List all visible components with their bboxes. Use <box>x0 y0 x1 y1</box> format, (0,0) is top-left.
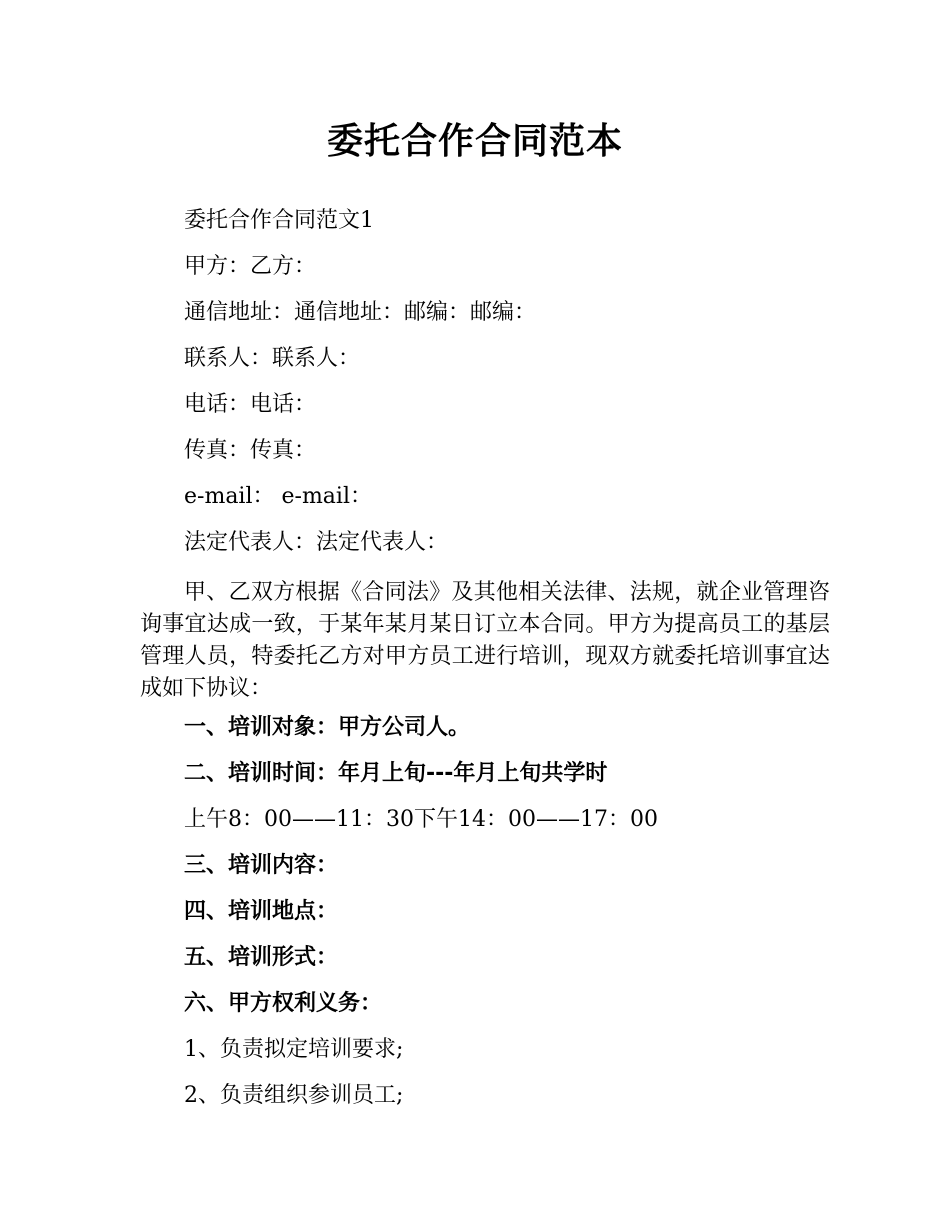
section-heading-4: 四、培训地点： <box>184 899 339 924</box>
list-item-2: 2、负责组织参训员工; <box>184 1083 404 1108</box>
legal-representative-line: 法定代表人：法定代表人： <box>184 530 449 555</box>
section-heading-6: 六、甲方权利义务： <box>184 991 383 1016</box>
document-subtitle: 委托合作合同范文1 <box>184 208 374 233</box>
schedule-line: 上午8：00——11：30下午14：00——17：00 <box>184 807 658 832</box>
address-line: 通信地址：通信地址：邮编：邮编： <box>184 300 537 325</box>
section-heading-5: 五、培训形式： <box>184 945 339 970</box>
party-line: 甲方：乙方： <box>184 254 317 279</box>
email-line: e-mail： e-mail： <box>184 484 372 509</box>
section-heading-1: 一、培训对象：甲方公司人。 <box>184 715 471 740</box>
fax-line: 传真：传真： <box>184 438 317 463</box>
section-heading-2: 二、培训时间：年月上旬---年月上旬共学时 <box>184 761 608 786</box>
document-title: 委托合作合同范本 <box>326 121 623 162</box>
contact-line: 联系人：联系人： <box>184 346 361 371</box>
section-heading-3: 三、培训内容： <box>184 853 339 878</box>
intro-paragraph: 甲、乙双方根据《合同法》及其他相关法律、法规，就企业管理咨询事宜达成一致，于某年某月某日订立本合同。甲方为提高员工的基层管理人员，特委托乙方对甲方员工进行培训，现双方就委托培训事宜达成如下协议： <box>140 580 830 701</box>
list-item-1: 1、负责拟定培训要求; <box>184 1037 404 1062</box>
phone-line: 电话：电话： <box>184 392 317 417</box>
